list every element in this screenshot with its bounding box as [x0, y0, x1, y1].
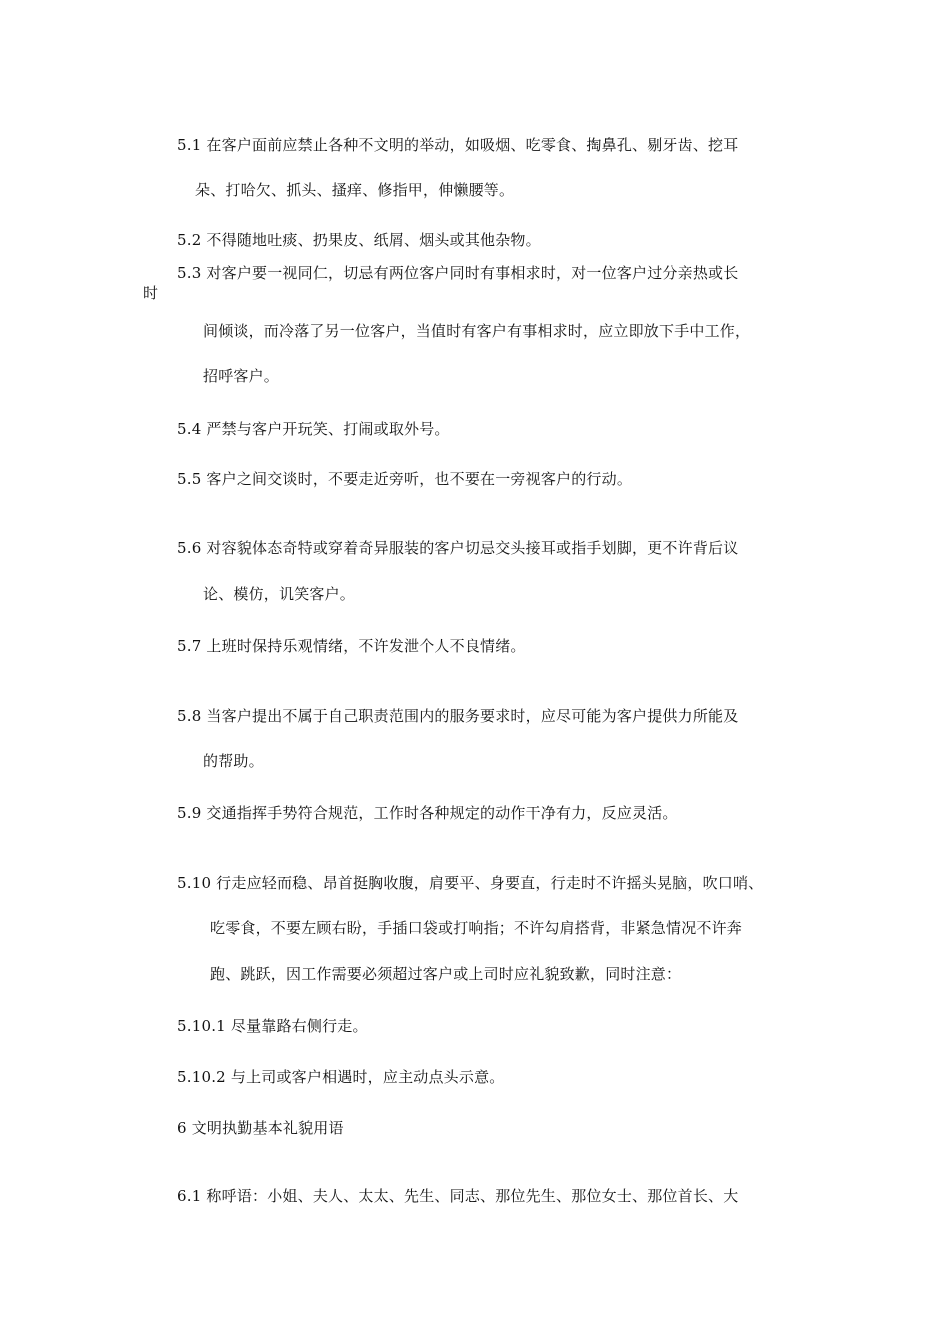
clause-5-10-2-line-1: 5.10.2 与上司或客户相遇时，应主动点头示意。: [177, 1068, 505, 1086]
clause-5-10-line-3: 跑、跳跃，因工作需要必须超过客户或上司时应礼貌致歉，同时注意：: [210, 965, 682, 983]
clause-5-6-line-1: 5.6 对容貌体态奇特或穿着奇异服装的客户切忌交头接耳或指手划脚，更不许背后议: [177, 539, 739, 557]
clause-5-8-line-1: 5.8 当客户提出不属于自己职责范围内的服务要求时，应尽可能为客户提供力所能及: [177, 707, 739, 725]
clause-5-3-line-2: 时: [143, 284, 159, 302]
clause-5-8-line-2: 的帮助。: [203, 752, 264, 770]
section-6-heading: 6 文明执勤基本礼貌用语: [177, 1119, 344, 1137]
clause-5-5-line-1: 5.5 客户之间交谈时，不要走近旁听，也不要在一旁视客户的行动。: [177, 470, 633, 488]
clause-5-3-line-4: 招呼客户。: [203, 367, 280, 385]
clause-5-1-line-1: 5.1 在客户面前应禁止各种不文明的举动，如吸烟、吃零食、掏鼻孔、剔牙齿、挖耳: [177, 136, 739, 154]
clause-5-1-line-2: 朵、打哈欠、抓头、搔痒、修指甲，伸懒腰等。: [195, 181, 515, 199]
clause-5-6-line-2: 论、模仿，讥笑客户。: [203, 585, 356, 603]
clause-6-1-line-1: 6.1 称呼语：小姐、夫人、太太、先生、同志、那位先生、那位女士、那位首长、大: [177, 1187, 739, 1205]
clause-5-9-line-1: 5.9 交通指挥手势符合规范，工作时各种规定的动作干净有力，反应灵活。: [177, 804, 678, 822]
clause-5-2-line-1: 5.2 不得随地吐痰、扔果皮、纸屑、烟头或其他杂物。: [177, 231, 541, 249]
clause-5-3-line-1: 5.3 对客户要一视同仁，切忌有两位客户同时有事相求时，对一位客户过分亲热或长: [177, 264, 739, 282]
clause-5-4-line-1: 5.4 严禁与客户开玩笑、打闹或取外号。: [177, 420, 450, 438]
clause-5-3-line-3: 间倾谈，而冷落了另一位客户，当值时有客户有事相求时，应立即放下手中工作，: [203, 322, 751, 340]
clause-5-10-line-1: 5.10 行走应轻而稳、昂首挺胸收腹，肩要平、身要直，行走时不许摇头晃脑，吹口哨、: [177, 874, 764, 892]
clause-5-10-1-line-1: 5.10.1 尽量靠路右侧行走。: [177, 1017, 368, 1035]
clause-5-7-line-1: 5.7 上班时保持乐观情绪，不许发泄个人不良情绪。: [177, 637, 526, 655]
clause-5-10-line-2: 吃零食，不要左顾右盼，手插口袋或打响指；不许勾肩搭背，非紧急情况不许奔: [210, 919, 743, 937]
